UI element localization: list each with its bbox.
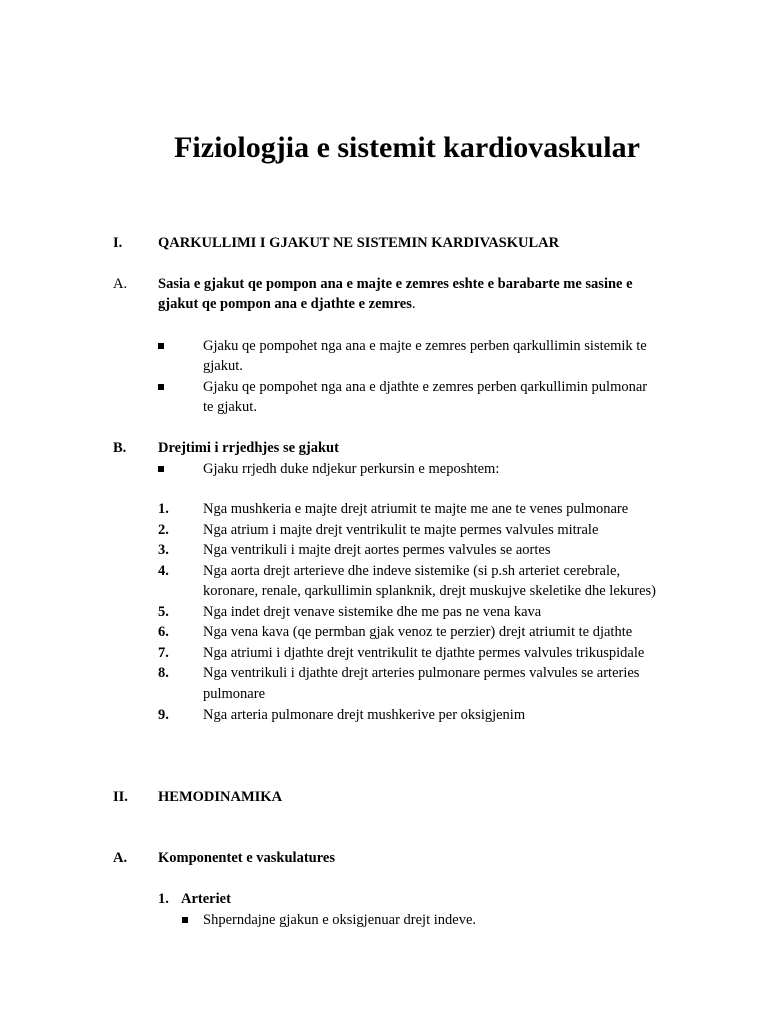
item-b-heading: Drejtimi i rrjedhjes se gjakut [158,440,339,456]
step-number: 6. [158,624,169,640]
sub-step-heading: Arteriet [181,891,231,907]
item-a-text-line2-wrap [158,294,678,315]
item-a-text-period: . [411,296,416,312]
bullet-icon [158,384,164,390]
step-text: Nga atriumi i djathte drejt ventrikulit te djathte permes valvules trikuspidale [203,645,645,661]
step-text: Nga ventrikuli i djathte drejt arteries pulmonare permes valvules se arteries [203,665,640,681]
step-text-continued: pulmonare [203,686,266,702]
sub-step-number: 1. [158,891,169,907]
item-b-letter: B. [113,440,127,456]
item-a-bullet-2-line2: te gjakut. [203,399,257,415]
step-number: 5. [158,604,169,620]
step-number: 9. [158,707,169,723]
step-text: Nga mushkeria e majte drejt atriumit te majte me ane te venes pulmonare [203,501,629,517]
item-a-bullet-2-line1: Gjaku qe pompohet nga ana e djathte e zemres perben qarkullimin pulmonar [203,379,648,395]
step-number: 2. [158,522,169,538]
item-a-text-line1: Sasia e gjakut qe pompon ana e majte e zemres eshte e barabarte me sasine e [158,276,633,292]
step-number: 1. [158,501,169,517]
step-number: 4. [158,563,169,579]
item-a-text-line2: gjakut qe pompon ana e djathte e zemres [158,296,412,312]
step-number: 8. [158,665,169,681]
item-a-bullet-1-line1: Gjaku qe pompohet nga ana e majte e zemres perben qarkullimin sistemik te [203,338,647,354]
sub-step-bullet: Shperndajne gjakun e oksigjenuar drejt indeve. [203,912,477,928]
section-2-heading: HEMODINAMIKA [158,789,283,805]
item-a-bullet-1-line2: gjakut. [203,358,243,374]
step-number: 3. [158,542,169,558]
step-text: Nga indet drejt venave sistemike dhe me pas ne vena kava [203,604,542,620]
step-text: Nga arteria pulmonare drejt mushkerive per oksigjenim [203,707,526,723]
section-1-numeral: I. [113,235,123,251]
item-b-bullet: Gjaku rrjedh duke ndjekur perkursin e meposhtem: [203,461,500,477]
step-text: Nga vena kava (qe permban gjak venoz te perzier) drejt atriumit te djathte [203,624,633,640]
step-text-continued: koronare, renale, qarkullimin splanknik, drejt muskujve skeletike dhe lekures) [203,583,656,599]
section-2-numeral: II. [113,789,128,805]
item-a-letter: A. [113,276,128,292]
section-1-heading: QARKULLIMI I GJAKUT NE SISTEMIN KARDIVASKULAR [158,235,560,251]
bullet-icon [158,343,164,349]
page-title: Fiziologjia e sistemit kardiovaskular [174,131,640,164]
step-text: Nga ventrikuli i majte drejt aortes permes valvules se aortes [203,542,551,558]
step-text: Nga atrium i majte drejt ventrikulit te majte permes valvules mitrale [203,522,599,538]
section-2-item-a-letter: A. [113,850,128,866]
bullet-icon [158,466,164,472]
step-text: Nga aorta drejt arterieve dhe indeve sistemike (si p.sh arteriet cerebrale, [203,563,621,579]
section-2-item-a-heading: Komponentet e vaskulatures [158,850,335,866]
step-number: 7. [158,645,169,661]
bullet-icon [182,917,188,923]
